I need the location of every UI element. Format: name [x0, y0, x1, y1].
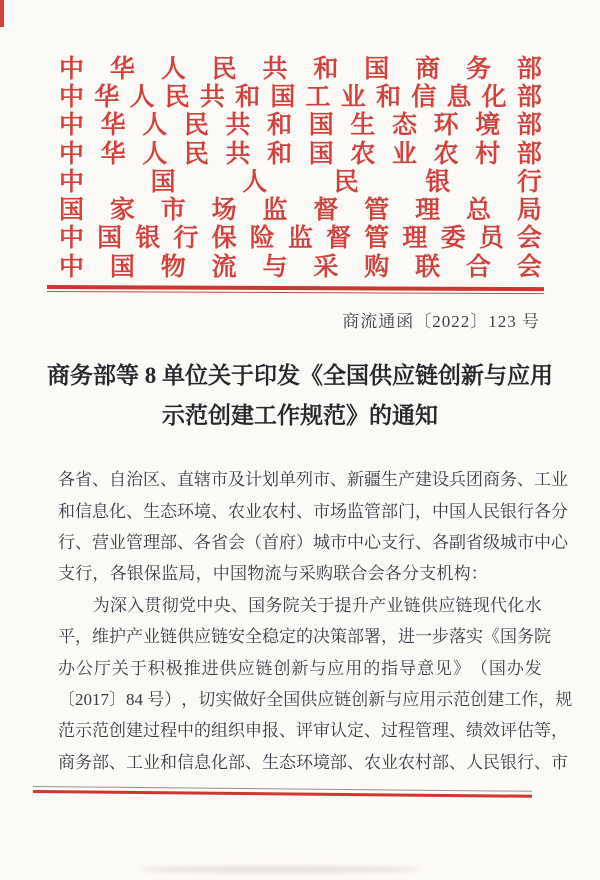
agency-name: 中 国 银 行 保 险 监 督 管 理 委 员 会: [59, 225, 542, 253]
page-bottom-rule-red-line: [33, 790, 532, 798]
document-title: [30, 356, 570, 436]
body-text-line: 行 、 营 业 管 理 部 、 各 省 会 （ 首 府 ） 城 市 中 心 支 行 、 各 副 省 级 城 市 中 心: [58, 532, 568, 552]
agency-name: 中 华 人 民 共 和 国 商 务 部: [59, 55, 542, 83]
body-text-line: 范 示 范 创 建 过 程 中 的 组 织 申 报 、 评 审 认 定 、 过 程 管 理 、 绩 效 评 估 等 ，: [58, 721, 568, 741]
scan-shadow: [140, 866, 420, 873]
body-text-line: 商 务 部 、 工 业 和 信 息 化 部 、 生 态 环 境 部 、 农 业 农 村 部 、 人 民 银 行 、 市: [58, 752, 568, 772]
page-bottom-rule: [33, 786, 532, 798]
body-text-line: 和 信 息 化 、 生 态 环 境 、 农 业 农 村 、 市 场 监 管 部 门 ， 中 国 人 民 银 行 各 分: [58, 501, 568, 521]
header-divider: [47, 285, 544, 294]
document-title-line1: 商务部等 8 单位关于印发《全国供应链创新与应用: [47, 363, 553, 388]
agency-name: 中 国 人 民 银 行: [59, 168, 542, 196]
agency-name: 中 华 人 民 共 和 国 工 业 和 信 息 化 部: [59, 83, 542, 111]
body-text-line: 办 公 厅 关 于 积 极 推 进 供 应 链 创 新 与 应 用 的 指 导 意 见 》 （ 国 办 发: [58, 658, 542, 678]
body-text: [58, 464, 573, 778]
header-divider-thick-line: [47, 285, 544, 291]
body-text-line: 〔 2 0 1 7 〕 8 4 号 ） ， 切 实 做 好 全 国 供 应 链 创 新 与 应 用 示 范 创 建 工 作 ， 规: [58, 689, 573, 709]
scan-artifact-top-left: [0, 0, 4, 27]
document-number: 商流通函〔2022〕123 号: [342, 312, 540, 331]
letterhead: [59, 55, 542, 281]
agency-name: 中 华 人 民 共 和 国 农 业 农 村 部: [59, 140, 542, 168]
document-title-line2: 示范创建工作规范》的通知: [162, 403, 438, 428]
body-text-line: 为 深 入 贯 彻 党 中 央 、 国 务 院 关 于 提 升 产 业 链 供 应 链 现 代 化 水: [92, 595, 542, 615]
body-text-line: 各 省 、 自 治 区 、 直 辖 市 及 计 划 单 列 市 、 新 疆 生 产 建 设 兵 团 商 务 、 工 业: [58, 470, 568, 490]
agency-name: 中 华 人 民 共 和 国 生 态 环 境 部: [59, 112, 542, 140]
body-text-line: 平 ， 维 护 产 业 链 供 应 链 安 全 稳 定 的 决 策 部 署 ， 进 一 步 落 实 《 国 务 院: [58, 627, 551, 647]
agency-name: 国 家 市 场 监 督 管 理 总 局: [59, 197, 542, 225]
agency-name: 中 国 物 流 与 采 购 联 合 会: [59, 253, 542, 281]
header-divider-thin-line: [47, 290, 544, 293]
body-text-line: 支行，各银保监局，中国物流与采购联合会各分支机构：: [58, 564, 488, 584]
